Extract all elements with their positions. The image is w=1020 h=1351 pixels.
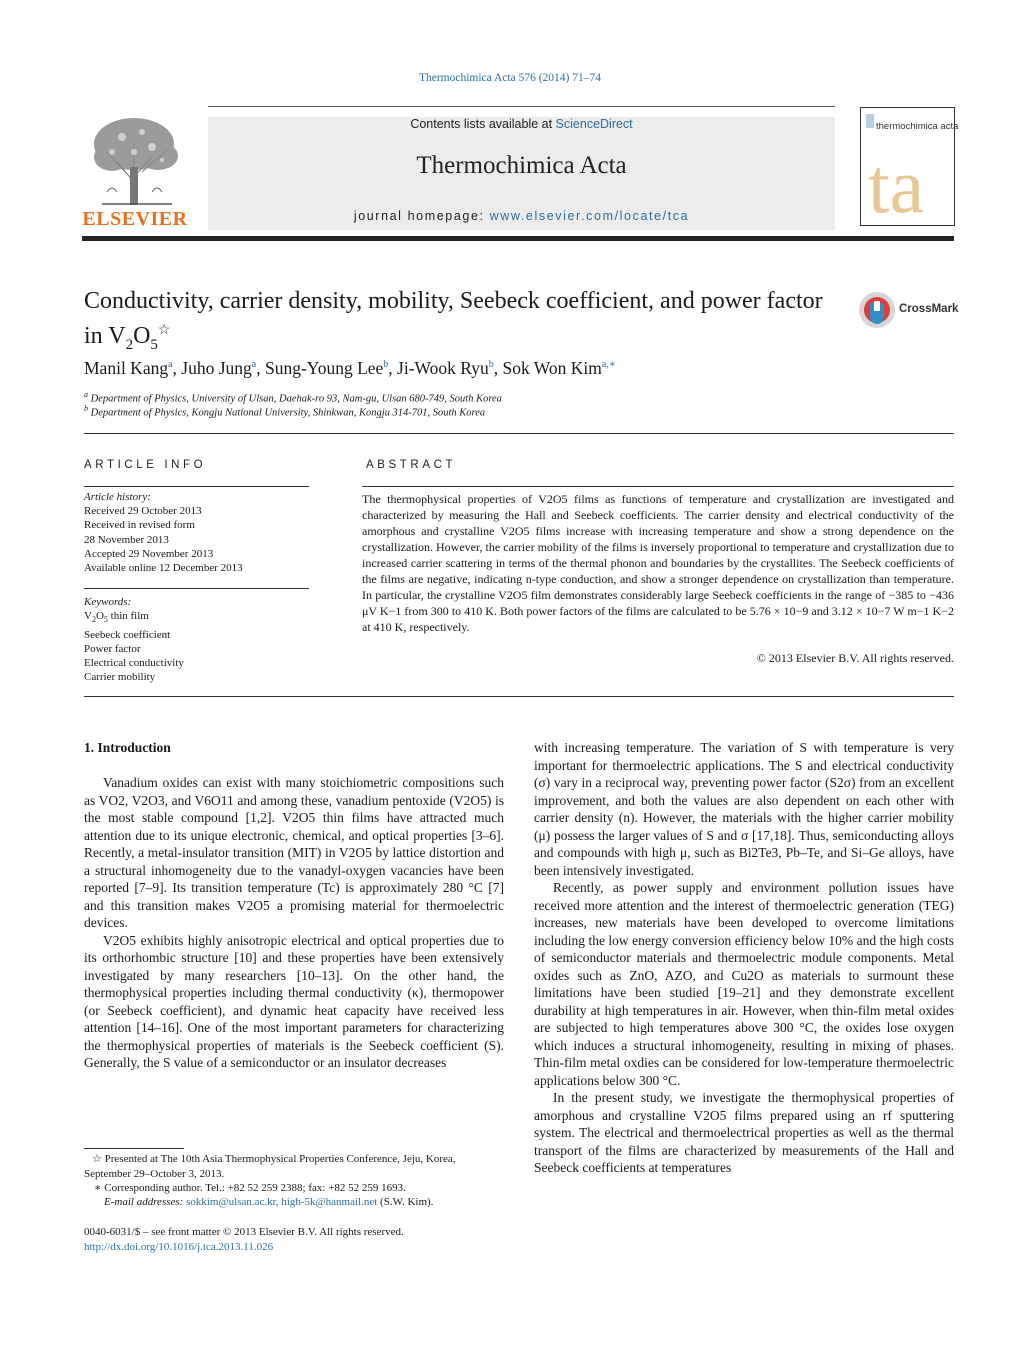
paragraph: Vanadium oxides can exist with many stoichiometric compositions such as VO2, V2O3, and V6O11 and among these, vanadium pentoxide (V2O5) is the most stable compound [1,2]. V2O5 thin films have attracted much attention due to its unique electronic, chemical, and optical properties [3–6]. Recently, a metal-insulator transition (MIT) in V2O5 by lattice distortion and a structural inhomogeneity due to the vanadyl-oxygen vacancies have been reported [7–9]. Its transition temperature (Tc) is approximately 280 °C [7] and this transition makes V2O5 a promising material for thermoelectric devices. [84, 775, 504, 930]
author-name[interactable]: Juho Jung [181, 358, 252, 378]
abstract-bottom-rule [84, 696, 954, 697]
doi-link[interactable]: http://dx.doi.org/10.1016/j.tca.2013.11.026 [84, 1241, 274, 1253]
history-item: Accepted 29 November 2013 [84, 547, 214, 560]
journal-citation[interactable]: Thermochimica Acta 576 (2014) 71–74 [418, 72, 602, 84]
crossmark-icon[interactable] [858, 291, 896, 329]
author-name[interactable]: Manil Kang [84, 358, 169, 378]
contents-line [208, 117, 835, 131]
abstract-copyright: © 2013 Elsevier B.V. All rights reserved. [756, 651, 954, 665]
article-history [84, 490, 309, 575]
keyword-item: Seebeck coefficient [84, 628, 171, 641]
author-name[interactable]: Sok Won Kim [502, 358, 602, 378]
keyword-item: Electrical conductivity [84, 657, 184, 669]
history-item: Received in revised form [84, 519, 195, 532]
body-column-right [534, 739, 954, 1177]
article-info-rule [84, 486, 309, 487]
author-affiliation-mark[interactable]: b [383, 359, 389, 371]
keywords-block [84, 595, 309, 684]
keywords-rule [84, 588, 309, 589]
header-thick-rule [82, 236, 954, 241]
homepage-link[interactable]: www.elsevier.com/locate/tca [489, 209, 690, 223]
title-footnote-star[interactable]: ☆ [157, 323, 171, 338]
author-affiliation-mark[interactable]: a [251, 359, 257, 371]
history-item: Received 29 October 2013 [84, 505, 202, 518]
affiliation-a: $^a$ Department of Physics, University of Ulsan, Daehak-ro 93, Nam-gu, Ulsan 680-749, South Korea [84, 390, 502, 405]
header-divider [208, 106, 835, 107]
affiliation-divider [84, 433, 954, 434]
abstract-rule [362, 486, 954, 487]
paragraph: Recently, as power supply and environment pollution issues have received more attention and the interest of thermoelectric generation (TEG) increases, new materials have been developed to overcome limitations including the low energy conversion efficiency below 10% and the high costs of semiconductor materials and thermoelectric module components. Metal oxides such as ZnO, AZO, and Cu2O as materials to surmount these limitations have been studied [19–21] and they demonstrate excellent durability at high temperatures in air. However, when thin-film metal oxides are subjected to high temperatures above 300 °C, the oxides lose oxygen which induces a structural inhomogeneity, resulting in mixing of phases. Thin-film metal oxdies can be considered for low-temperature thermoelectric applications below 300 °C. [534, 880, 954, 1088]
cover-letters-graphic [864, 112, 950, 220]
paragraph: with increasing temperature. The variation of S with temperature is very important for thermoelectric applications. The S and electrical conductivity (σ) vary in a reciprocal way, preventing power factor (S2σ) from an excellent improvement, and both the values are also dependent on each other with carrier density (n). However, the materials with the higher carrier mobility (μ) possess the larger values of S and σ [17,18]. Thus, semiconducting alloys and compounds with high μ, such as Bi2Te3, Pb–Te, and Si–Ge alloys, have been intensively investigated. [534, 740, 954, 878]
journal-title: Thermochimica Acta [416, 152, 627, 179]
author-name[interactable]: Ji-Wook Ryu [397, 358, 489, 378]
journal-homepage [208, 209, 835, 223]
history-item: 28 November 2013 [84, 533, 169, 546]
sciencedirect-link[interactable]: ScienceDirect [555, 117, 633, 131]
paragraph: V2O5 exhibits highly anisotropic electrical and optical properties due to its orthorhombic structure [10] and these properties have been extensively investigated by many researchers [10–13]. On the other hand, the thermophysical properties including thermal conductivity (κ), thermopower (or Seebeck coefficient), and dynamic heat capacity have received less attention [14–16]. One of the most important parameters for characterizing the thermophysical properties of materials is the Seebeck coefficient (S). Generally, the S value of a semiconductor or an insulator decreases [84, 932, 504, 1070]
keyword-item: $V_2O_5$ thin film [84, 610, 149, 625]
footnote-corresponding: ∗ Corresponding author. Tel.: +82 52 259 2388; fax: +82 52 259 1693. [94, 1182, 406, 1194]
keywords-label: Keywords: [84, 596, 132, 608]
elsevier-wordmark: ELSEVIER [82, 208, 188, 230]
author-name[interactable]: Sung-Young Lee [265, 358, 384, 378]
section-heading-introduction: 1. Introduction [84, 740, 171, 755]
crossmark-label[interactable]: CrossMark [899, 303, 959, 315]
keyword-item: Carrier mobility [84, 671, 156, 684]
cover-title: thermochimica acta [876, 121, 959, 132]
author-affiliation-mark[interactable]: a,∗ [601, 359, 616, 371]
article-info-heading: ARTICLE INFO [84, 459, 207, 471]
issn-line: 0040-6031/$ – see front matter © 2013 Elsevier B.V. All rights reserved. [84, 1226, 404, 1238]
contents-prefix: Contents lists available at [410, 117, 556, 131]
body-column-left [84, 774, 504, 1072]
author-list: Manil Kang$^a$, Juho Jung$^a$, Sung-Young Lee$^b$, Ji-Wook Ryu$^b$, Sok Won Kim$^{a,∗}$ [84, 358, 616, 378]
footnote-star: ☆ Presented at The 10th Asia Thermophysical Properties Conference, Jeju, Korea, September 29–October 3, 2013. [84, 1153, 456, 1180]
keyword-item: Power factor [84, 642, 141, 655]
footnote-rule [84, 1148, 184, 1149]
author-affiliation-mark[interactable]: a [168, 359, 173, 371]
history-label: Article history: [84, 491, 151, 503]
abstract-text: The thermophysical properties of V2O5 films as functions of temperature and crystallization are investigated and characterized by measuring the Hall and Seebeck coefficients. The carrier density and electrical conductivity of the amorphous and crystalline V2O5 films increase with increasing temperature and show a strong dependence on the crystallization. However, the carrier mobility of the films is inversely proportional to temperature and crystallization due to increased carrier scattering in terms of the thermal phonon and boundaries by the crystallites. The Seebeck coefficients of the films are negative, indicating n-type conduction, and show a stronger dependence on crystallization than temperature. In particular, the crystalline V2O5 film demonstrates considerably large Seebeck coefficients in the range of −385 to −436 μV K−1 from 300 to 410 K. Both power factors of the films are calculated to be 5.76 × 10−9 and 3.12 × 10−7 W m−1 K−2 at 410 K, respectively. [362, 492, 954, 634]
affiliation-b: $^b$ Department of Physics, Kongju National University, Shinkwan, Kongju 314-701, South Korea [84, 404, 486, 419]
homepage-prefix: journal homepage: [353, 209, 490, 223]
history-item: Available online 12 December 2013 [84, 562, 243, 575]
email-links[interactable]: sokkim@ulsan.ac.kr, high-5k@hanmail.net [186, 1196, 378, 1208]
cover-letters: ta [868, 142, 925, 220]
article-title: Conductivity, carrier density, mobility, Seebeck coefficient, and power factor in $V_2O_5^☆$ [84, 288, 823, 353]
paragraph: In the present study, we investigate the thermophysical properties of amorphous and crystalline V2O5 films prepared using an rf sputtering system. The electrical and thermoelectrical properties as well as the thermal transport of the films are characterized by measurements of the Hall and Seebeck coefficients at temperatures [534, 1090, 954, 1175]
footnote-emails: E-mail addresses: sokkim@ulsan.ac.kr, high-5k@hanmail.net (S.W. Kim). [104, 1196, 434, 1208]
abstract-heading: ABSTRACT [366, 459, 457, 471]
author-affiliation-mark[interactable]: b [488, 359, 494, 371]
